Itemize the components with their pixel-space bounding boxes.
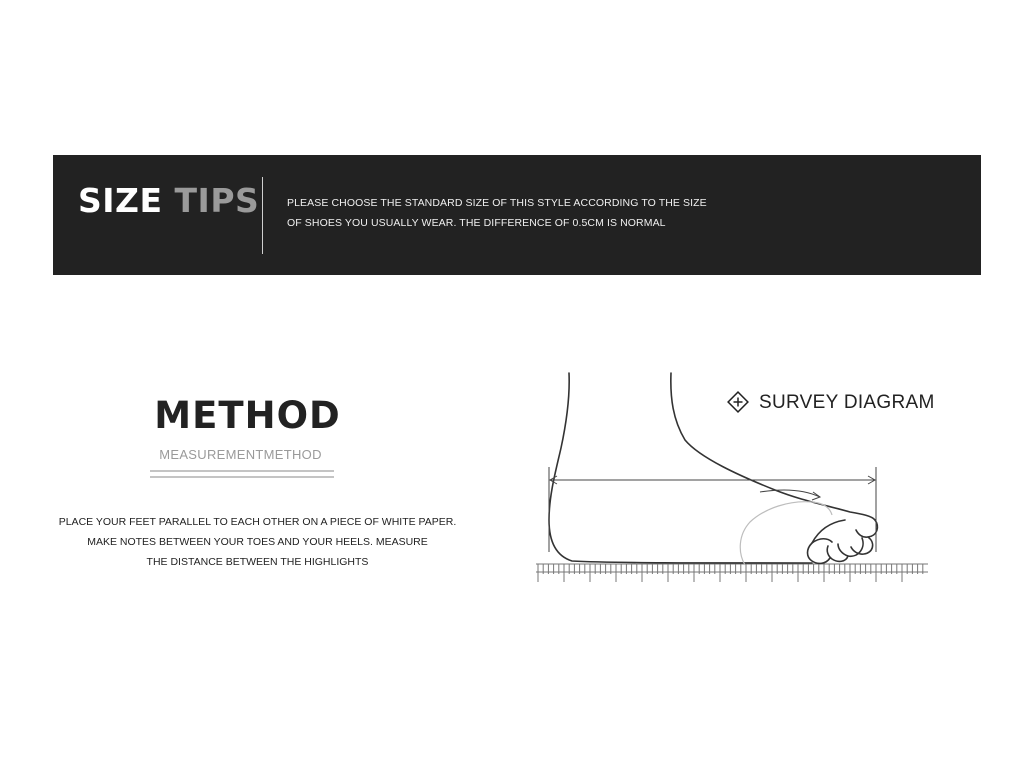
foot-front-outline xyxy=(671,373,875,520)
ruler xyxy=(536,564,928,582)
foot-outline xyxy=(549,373,877,563)
survey-diagram-label: SURVEY DIAGRAM xyxy=(759,392,935,413)
instruction-line: THE DISTANCE BETWEEN THE HIGHLIGHTS xyxy=(146,556,369,568)
instruction-line: MAKE NOTES BETWEEN YOUR TOES AND YOUR HEELS. MEASURE xyxy=(87,536,428,548)
toe-1 xyxy=(856,520,877,537)
banner-title-tips: TIPS xyxy=(174,181,260,220)
foot-back-outline xyxy=(549,373,812,563)
method-title: METHOD xyxy=(154,394,341,437)
method-subtitle: MEASUREMENTMETHOD xyxy=(159,447,322,462)
banner-title-size: SIZE xyxy=(78,181,163,220)
toe-5 xyxy=(808,539,833,564)
banner-text-line: PLEASE CHOOSE THE STANDARD SIZE OF THIS STYLE ACCORDING TO THE SIZE xyxy=(287,197,707,209)
banner-text-line: OF SHOES YOU USUALLY WEAR. THE DIFFERENCE OF 0.5CM IS NORMAL xyxy=(287,217,666,229)
ruler-ticks xyxy=(538,564,923,582)
instruction-line: PLACE YOUR FEET PARALLEL TO EACH OTHER ON A PIECE OF WHITE PAPER. xyxy=(58,516,457,528)
curved-pointer-head xyxy=(812,492,820,500)
